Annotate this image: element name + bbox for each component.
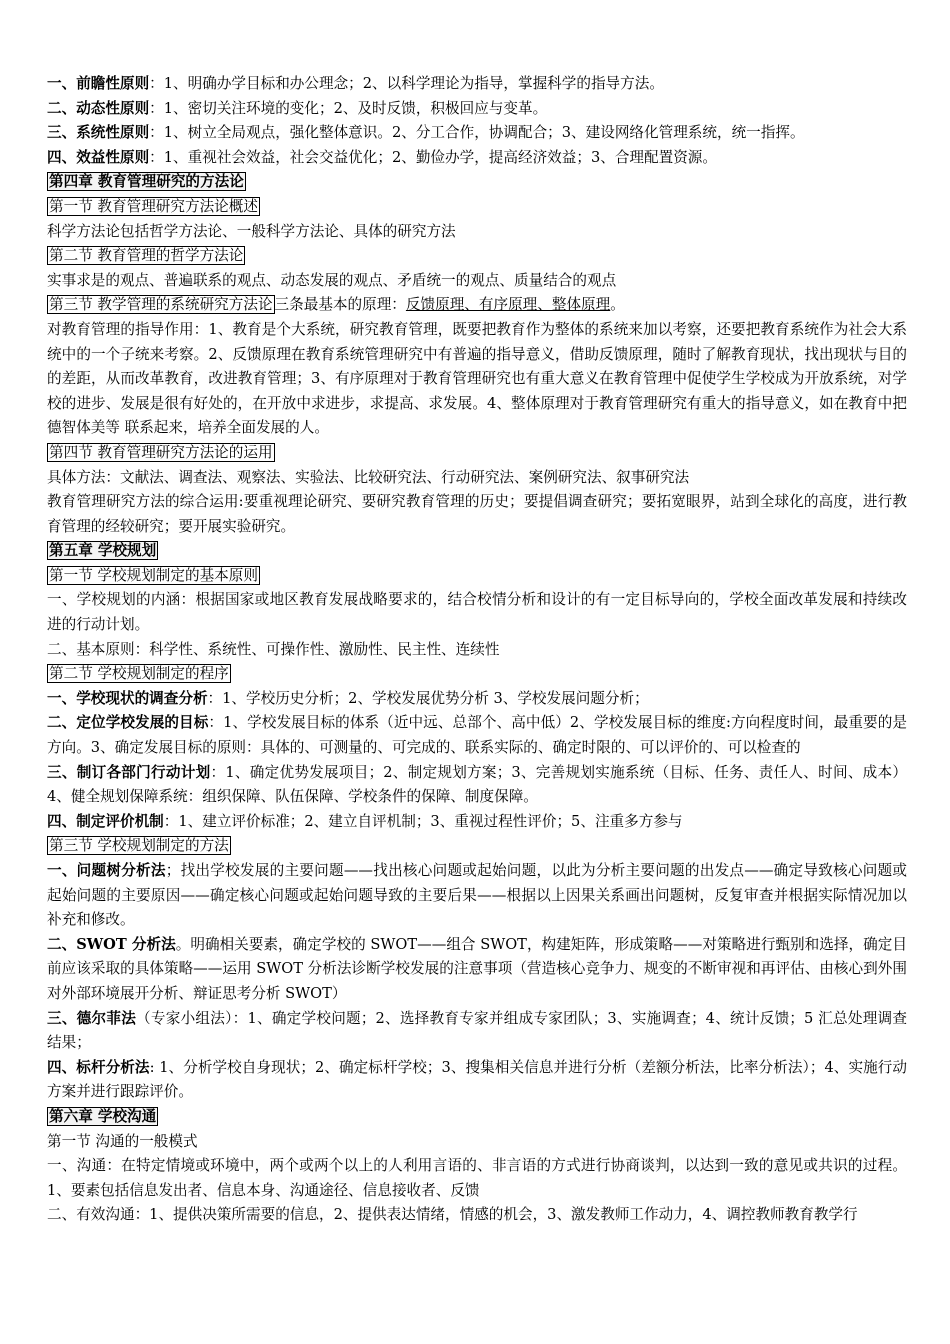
ch5-s3-item-1	[47, 859, 907, 933]
ch5-s2-item-2-text: ：1、学校发展目标的体系（近中远、总部个、高中低）2、学校发展目标的维度:方向程度时间，最重要的是方向。3、确定发展目标的原则：具体的、可测量的、可完成的、联系实际的、确定时限的、可以评价的、可以检查的	[47, 714, 907, 757]
chapter-6-title: 第六章 学校沟通	[49, 1107, 157, 1125]
ch5-s2-item-4-label: 四、制定评价机制	[47, 812, 164, 830]
chapter-5-title: 第五章 学校规划	[49, 542, 157, 560]
ch5-s3-item-3	[47, 1007, 907, 1056]
ch5-section-1-title: 第一节 学校规划制定的基本原则	[49, 566, 258, 584]
principle-1-text: ：1、明确办学目标和办公理念；2、以科学理论为指导，掌握科学的指导方法。	[149, 75, 664, 92]
chapter-4-title: 第四章 教育管理研究的方法论	[49, 173, 244, 191]
principle-3	[47, 121, 907, 146]
ch4-section-2-title: 第二节 教育管理的哲学方法论	[49, 247, 244, 265]
ch5-s2-item-4	[47, 810, 907, 835]
ch5-s3-item-3-text: （专家小组法）：1、确定学校问题；2、选择教育专家并组成专家团队；3、实施调查；4、统计反馈；5 汇总处理调查结果；	[47, 1009, 907, 1052]
ch5-s3-item-4-text: : 1、分析学校自身现状；2、确定标杆学校；3、搜集相关信息并进行分析（差额分析法，比率分析法）；4、实施行动方案并进行跟踪评价。	[47, 1058, 907, 1101]
ch5-s2-item-1-text: ：1、学校历史分析；2、学校发展优势分析 3、学校发展问题分析；	[207, 689, 649, 707]
principle-4-label: 四、效益性原则	[47, 148, 150, 166]
ch4-section-1-text: 科学方法论包括哲学方法论、一般科学方法论、具体的研究方法	[47, 222, 456, 240]
ch5-s3-item-2-label: 二、SWOT 分析法	[47, 935, 176, 953]
ch4-section-3-principles: 反馈原理、有序原理、整体原理	[405, 296, 611, 314]
ch5-s2-item-2	[47, 711, 907, 760]
document-page	[47, 72, 907, 1228]
ch4-section-2-text: 实事求是的观点、普遍联系的观点、动态发展的观点、矛盾统一的观点、质量结合的观点	[47, 271, 617, 289]
ch5-s2-item-1-label: 一、学校现状的调查分析	[47, 689, 208, 707]
ch4-section-3-end: 。	[610, 296, 625, 314]
principle-4-text: ：1、重视社会效益，社会交益优化；2、勤俭办学，提高经济效益；3、合理配置资源。	[149, 148, 717, 166]
ch5-section-3-title: 第三节 学校规划制定的方法	[49, 837, 229, 855]
ch5-s2-item-4-text: ：1、建立评价标准；2、建立自评机制；3、重视过程性评价；5、注重多方参与	[163, 812, 683, 830]
ch4-section-3-line	[47, 293, 907, 318]
ch5-s2-item-3-label: 三、制订各部门行动计划	[47, 763, 211, 781]
ch4-section-4-text-1: 具体方法：文献法、调查法、观察法、实验法、比较研究法、行动研究法、案例研究法、叙事研究法	[47, 468, 690, 486]
principle-1-label: 一、前瞻性原则	[47, 75, 150, 92]
ch4-section-3-intro: 三条最基本的原理：	[274, 296, 406, 314]
ch4-section-4-text-2: 教育管理研究方法的综合运用:要重视理论研究、要研究教育管理的历史；要提倡调查研究；要拓宽眼界，站到全球化的高度，进行教育管理的经较研究；要开展实验研究。	[47, 493, 907, 535]
ch5-s3-item-4-label: 四、标杆分析法	[47, 1058, 150, 1076]
ch4-section-1-title: 第一节 教育管理研究方法论概述	[49, 197, 258, 215]
ch6-text-1: 一、沟通：在特定情境或环境中，两个或两个以上的人利用言语的、非言语的方式进行协商谈判，以达到一致的意见或共识的过程。1、要素包括信息发出者、信息本身、沟通途径、信息接收者、反馈	[47, 1157, 907, 1199]
ch6-section-1-title: 第一节 沟通的一般模式	[47, 1132, 198, 1150]
principle-2-text: ：1、密切关注环境的变化；2、及时反馈，积极回应与变革。	[149, 99, 548, 117]
ch5-s3-item-2-text: 。明确相关要素，确定学校的 SWOT——组合 SWOT，构建矩阵，形成策略——对策略进行甄别和选择，确定目前应该采取的具体策略——运用 SWOT 分析法诊断学校发展的注意事项（营造核心竞争力、规变的不断审视和再评估、由核心到外围对外部环境展开分析、辩证思考分析 SWOT）	[47, 935, 907, 1002]
ch4-section-4-title: 第四节 教育管理研究方法论的运用	[49, 443, 273, 461]
principle-3-text: ：1、树立全局观点，强化整体意识。2、分工合作，协调配合；3、建设网络化管理系统，统一指挥。	[149, 124, 805, 142]
principle-3-label: 三、系统性原则	[47, 124, 150, 142]
ch6-text-2: 二、有效沟通：1、提供决策所需要的信息，2、提供表达情绪，情感的机会，3、激发教师工作动力，4、调控教师教育教学行	[47, 1206, 858, 1224]
ch5-s2-item-2-label: 二、定位学校发展的目标	[47, 714, 209, 732]
ch5-s3-item-1-text: ；找出学校发展的主要问题——找出核心问题或起始问题，以此为分析主要问题的出发点——确定导致核心问题或起始问题的主要原因——确定核心问题或起始问题导致的主要后果——根据以上因果关系画出问题树，反复审查并根据实际情况加以补充和修改。	[47, 862, 907, 929]
ch5-section-2-title: 第二节 学校规划制定的程序	[49, 665, 229, 683]
principle-2	[47, 97, 907, 122]
ch5-s2-item-1	[47, 687, 907, 712]
ch5-section-1-text-1: 一、学校规划的内涵：根据国家或地区教育发展战略要求的，结合校情分析和设计的有一定目标导向的，学校全面改革发展和持续改进的行动计划。	[47, 591, 907, 634]
ch4-section-3-text: 对教育管理的指导作用：1、教育是个大系统，研究教育管理，既要把教育作为整体的系统来加以考察，还要把教育系统作为社会大系统中的一个子统来考察。2、反馈原理在教育系统管理研究中有普遍的指导意义，借助反馈原理，随时了解教育现状，找出现状与目的的差距，从而改革教育，改进教育管理；3、有序原理对于教育管理研究也有重大意义在教育管理中促使学生学校成为开放系统，对学校的进步、发展是很有好处的，在开放中求进步，求提高、求发展。4、整体原理对于教育管理研究有重大的指导意义，如在教育中把德智体美等 联系起来，培养全面发展的人。	[47, 320, 907, 437]
ch5-s3-item-2	[47, 933, 907, 1007]
ch5-s2-item-3	[47, 761, 907, 810]
principle-2-label: 二、动态性原则	[47, 99, 150, 117]
ch5-s3-item-4	[47, 1056, 907, 1105]
ch4-section-3-title: 第三节 教学管理的系统研究方法论	[49, 296, 273, 314]
ch5-s3-item-3-label: 三、德尔菲法	[47, 1009, 137, 1027]
ch5-s2-item-3-text: ：1、确定优势发展项目；2、制定规划方案；3、完善规划实施系统（目标、任务、责任人、时间、成本）4、健全规划保障系统：组织保障、队伍保障、学校条件的保障、制度保障。	[47, 763, 907, 806]
ch5-s3-item-1-label: 一、问题树分析法	[47, 862, 166, 879]
principle-1	[47, 72, 907, 97]
ch5-section-1-text-2: 二、基本原则：科学性、系统性、可操作性、激励性、民主性、连续性	[47, 640, 500, 658]
principle-4	[47, 146, 907, 171]
